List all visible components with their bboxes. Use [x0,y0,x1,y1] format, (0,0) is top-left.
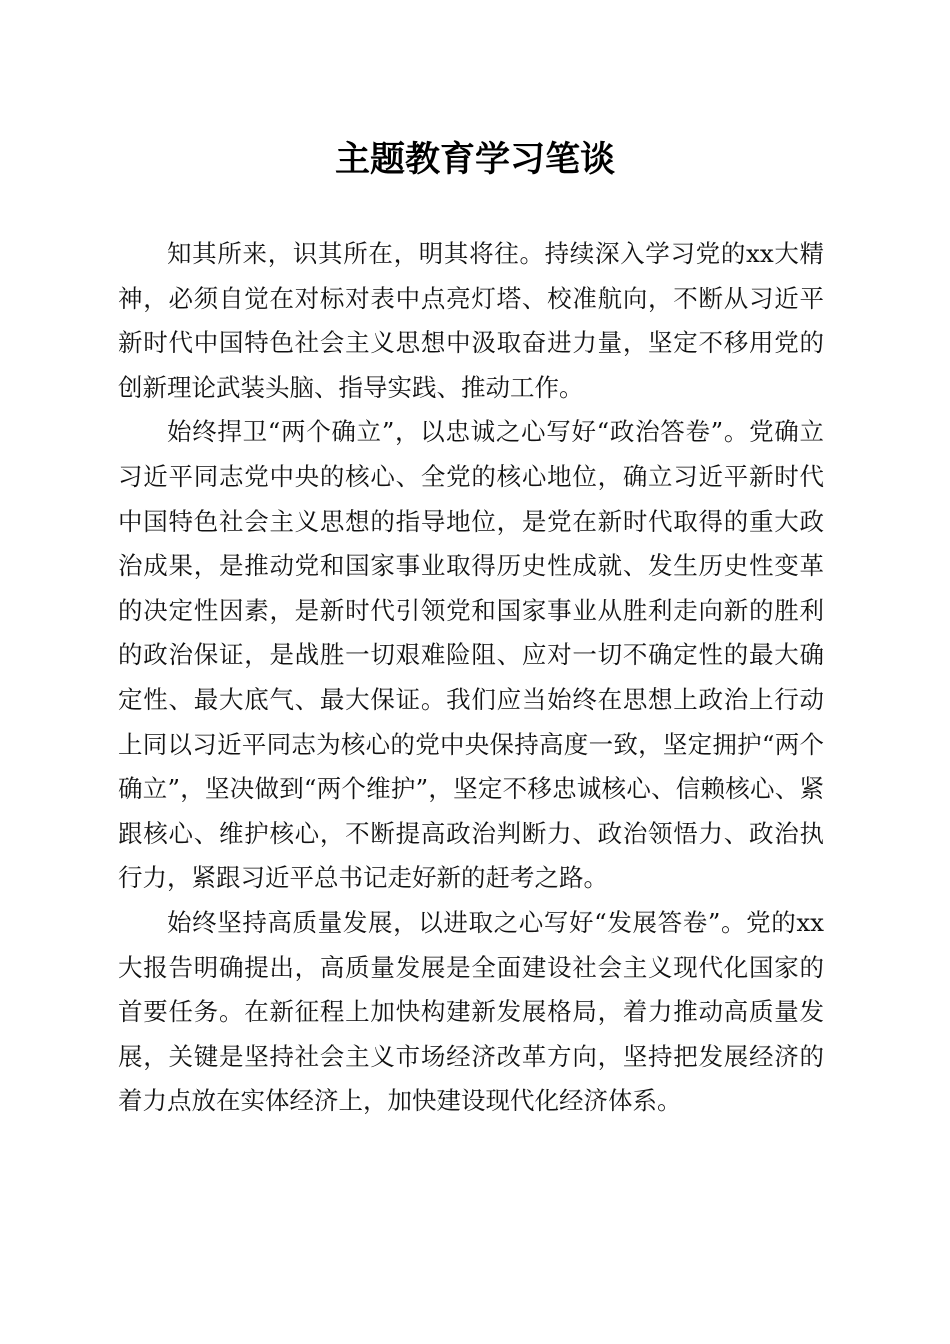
paragraph-political: 始终捍卫“两个确立”，以忠诚之心写好“政治答卷”。党确立习近平同志党中央的核心、全党的核心地位，确立习近平新时代中国特色社会主义思想的指导地位，是党在新时代取得的重大政治成果，是推动党和国家事业取得历史性成就、发生历史性变革的决定性因素，是新时代引领党和国家事业从胜利走向新的胜利的政治保证，是战胜一切艰难险阻、应对一切不确定性的最大确定性、最大底气、最大保证。我们应当始终在思想上政治上行动上同以习近平同志为核心的党中央保持高度一致，坚定拥护“两个确立”，坚决做到“两个维护”，坚定不移忠诚核心、信赖核心、紧跟核心、维护核心，不断提高政治判断力、政治领悟力、政治执行力，紧跟习近平总书记走好新的赶考之路。 [118,417,824,893]
paragraph-intro: 知其所来，识其所在，明其将往。持续深入学习党的xx大精神，必须自觉在对标对表中点亮灯塔、校准航向，不断从习近平新时代中国特色社会主义思想中汲取奋进力量，坚定不移用党的创新理论武装头脑、指导实践、推动工作。 [118,239,824,402]
document-title: 主题教育学习笔谈 [334,139,615,180]
paragraph-development: 始终坚持高质量发展，以进取之心写好“发展答卷”。党的xx大报告明确提出，高质量发展是全面建设社会主义现代化国家的首要任务。在新征程上加快构建新发展格局，着力推动高质量发展，关键是坚持社会主义市场经济改革方向，坚持把发展经济的着力点放在实体经济上，加快建设现代化经济体系。 [118,907,824,1116]
document-body [118,232,824,1124]
